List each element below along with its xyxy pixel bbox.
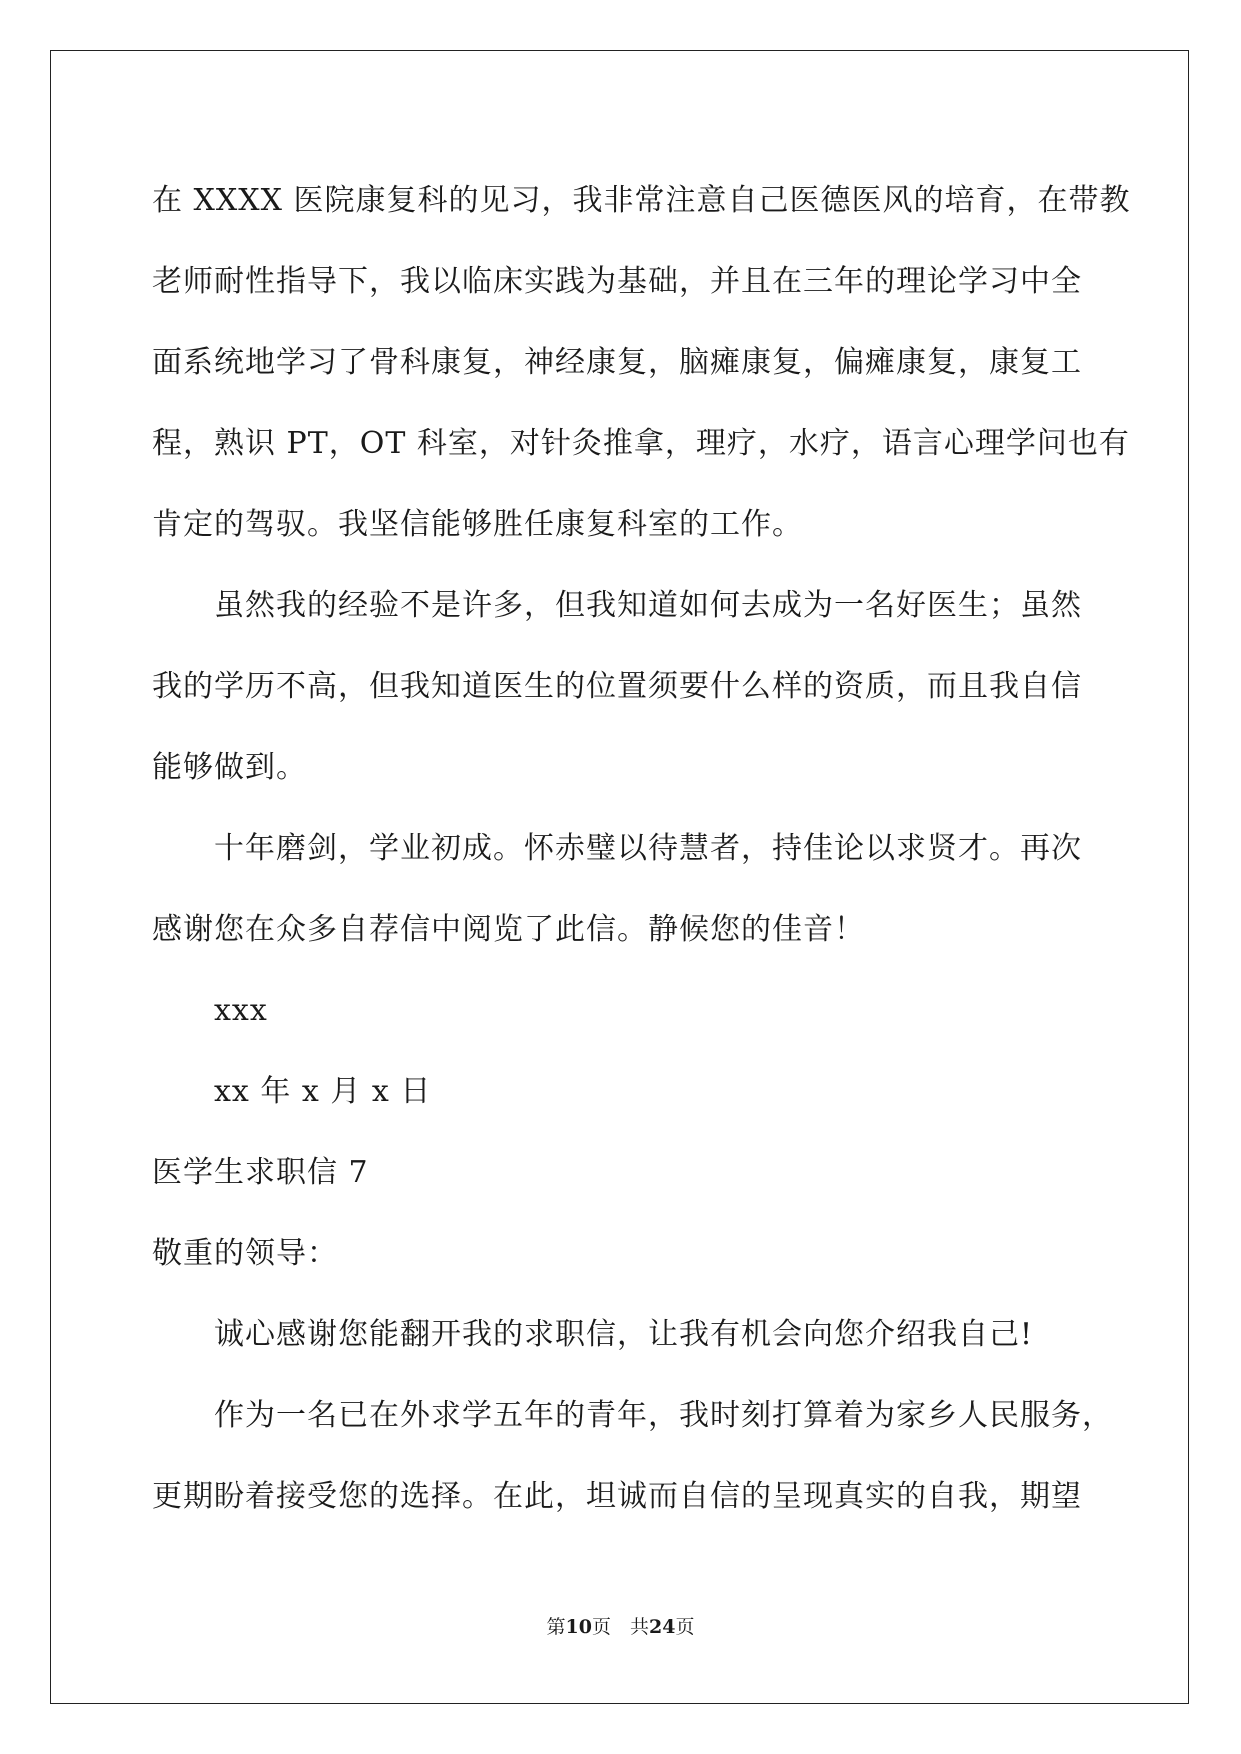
text-line: 更期盼着接受您的选择。在此，坦诚而自信的呈现真实的自我，期望 <box>152 1479 1082 1514</box>
footer-prefix: 第 <box>546 1616 566 1638</box>
text-line: 老师耐性指导下，我以临床实践为基础，并且在三年的理论学习中全 <box>152 264 1082 299</box>
signature-name: xxx <box>214 993 268 1028</box>
text-line: 在 XXXX 医院康复科的见习，我非常注意自己医德医风的培育，在带教 <box>152 183 1131 218</box>
section-title: 医学生求职信 7 <box>152 1155 369 1190</box>
page-footer <box>0 1612 1241 1639</box>
document-body <box>152 160 1131 1537</box>
salutation: 敬重的领导： <box>152 1236 338 1271</box>
footer-total-pages: 24 <box>649 1616 676 1638</box>
footer-page-number: 10 <box>565 1616 592 1638</box>
text-line: 肯定的驾驭。我坚信能够胜任康复科室的工作。 <box>152 507 803 542</box>
signature-date: xx 年 x 月 x 日 <box>214 1074 432 1109</box>
text-line: 感谢您在众多自荐信中阅览了此信。静候您的佳音！ <box>152 912 865 947</box>
text-line: 虽然我的经验不是许多，但我知道如何去成为一名好医生；虽然 <box>214 588 1082 623</box>
text-line: 面系统地学习了骨科康复，神经康复，脑瘫康复，偏瘫康复，康复工 <box>152 345 1082 380</box>
text-line: 诚心感谢您能翻开我的求职信，让我有机会向您介绍我自己! <box>214 1317 1034 1352</box>
text-line: 作为一名已在外求学五年的青年，我时刻打算着为家乡人民服务， <box>214 1398 1113 1433</box>
footer-suffix: 页 <box>675 1616 695 1638</box>
text-line: 程，熟识 PT，OT 科室，对针灸推拿，理疗，水疗，语言心理学问也有 <box>152 426 1130 461</box>
footer-mid: 页 共 <box>591 1616 649 1638</box>
text-line: 能够做到。 <box>152 750 307 785</box>
text-line: 十年磨剑，学业初成。怀赤璧以待慧者，持佳论以求贤才。再次 <box>214 831 1082 866</box>
text-line: 我的学历不高，但我知道医生的位置须要什么样的资质，而且我自信 <box>152 669 1082 704</box>
